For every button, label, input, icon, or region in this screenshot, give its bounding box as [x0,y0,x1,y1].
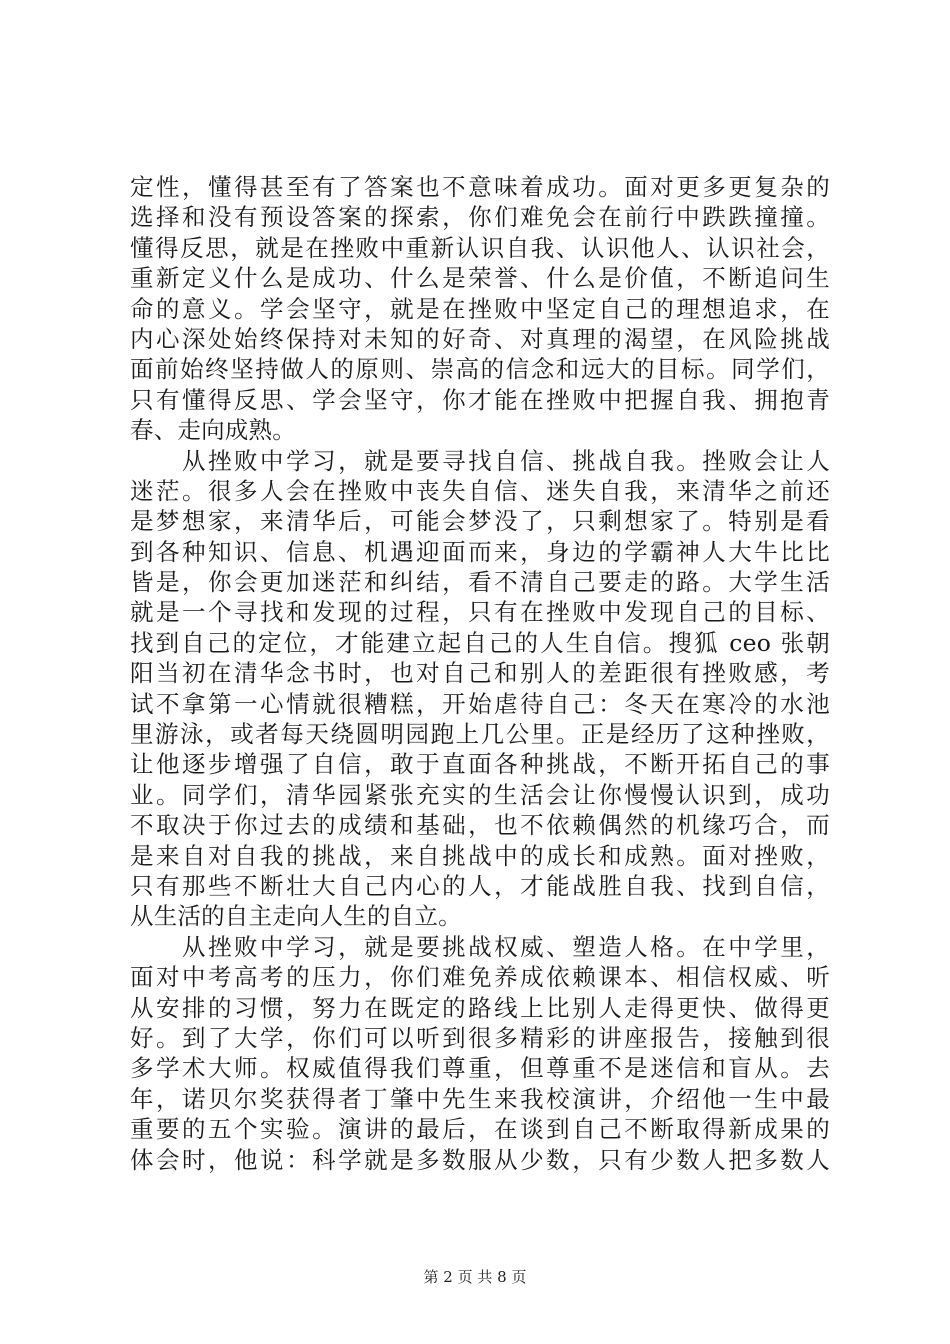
text-line: 面前始终坚持做人的原则、崇高的信念和远大的目标。同学们， [130,355,830,384]
text-line: 定性，懂得甚至有了答案也不意味着成功。面对更多更复杂的 [130,173,830,201]
text-line: 皆是，你会更加迷茫和纠结，看不清自己要走的路。大学生活 [130,568,830,597]
text-line: 不取决于你过去的成绩和基础，也不依赖偶然的机缘巧合，而 [130,811,830,840]
document-body [130,172,830,1175]
text-line: 迷茫。很多人会在挫败中丧失自信、迷失自我，来清华之前还 [130,476,830,505]
text-line: 体会时，他说：科学就是多数服从少数，只有少数人把多数人 [130,1145,830,1174]
text-line: 从安排的习惯，努力在既定的路线上比别人走得更快、做得更 [130,993,830,1022]
text-line: 只有那些不断壮大自己内心的人，才能战胜自我、找到自信， [130,871,830,900]
text-line: 业。同学们，清华园紧张充实的生活会让你慢慢认识到，成功 [130,780,830,809]
text-line: 是梦想家，来清华后，可能会梦没了，只剩想家了。特别是看 [130,507,830,536]
text-line: 到各种知识、信息、机遇迎面而来，身边的学霸神人大牛比比 [130,537,830,566]
text-line: 懂得反思，就是在挫败中重新认识自我、认识他人、认识社会， [130,233,830,262]
text-line: 阳当初在清华念书时，也对自己和别人的差距很有挫败感，考 [130,659,830,688]
text-line: 从生活的自主走向人生的自立。 [130,902,462,931]
text-line: 是来自对自我的挑战，来自挑战中的成长和成熟。面对挫败， [130,841,830,870]
text-line: 内心深处始终保持对未知的好奇、对真理的渴望，在风险挑战 [130,324,830,353]
text-line: 重要的五个实验。演讲的最后，在谈到自己不断取得新成果的 [130,1115,830,1144]
text-line: 春、走向成熟。 [130,416,296,445]
text-line: 找到自己的定位，才能建立起自己的人生自信。搜狐 ceo 张朝 [130,628,830,657]
text-line: 命的意义。学会坚守，就是在挫败中坚定自己的理想追求，在 [130,294,830,323]
text-line: 就是一个寻找和发现的过程，只有在挫败中发现自己的目标、 [130,598,830,627]
text-line: 只有懂得反思、学会坚守，你才能在挫败中把握自我、拥抱青 [130,385,830,414]
text-line: 试不拿第一心情就很糟糕，开始虐待自己：冬天在寒冷的水池 [130,689,830,718]
text-line: 重新定义什么是成功、什么是荣誉、什么是价值，不断追问生 [130,264,830,293]
text-line: 面对中考高考的压力，你们难免养成依赖课本、相信权威、听 [130,963,830,992]
text-line: 年，诺贝尔奖获得者丁肇中先生来我校演讲，介绍他一生中最 [130,1084,830,1113]
text-line: 选择和没有预设答案的探索，你们难免会在前行中跌跌撞撞。 [130,203,830,232]
text-line: 从挫败中学习，就是要寻找自信、挑战自我。挫败会让人 [130,446,830,475]
text-line: 从挫败中学习，就是要挑战权威、塑造人格。在中学里， [130,932,830,961]
page-footer: 第 2 页 共 8 页 [423,1268,527,1286]
text-line: 里游泳，或者每天绕圆明园跑上几公里。正是经历了这种挫败， [130,720,830,749]
text-line: 好。到了大学，你们可以听到很多精彩的讲座报告，接触到很 [130,1023,830,1052]
text-line: 多学术大师。权威值得我们尊重，但尊重不是迷信和盲从。去 [130,1054,830,1083]
text-line: 让他逐步增强了自信，敢于直面各种挑战，不断开拓自己的事 [130,750,830,779]
